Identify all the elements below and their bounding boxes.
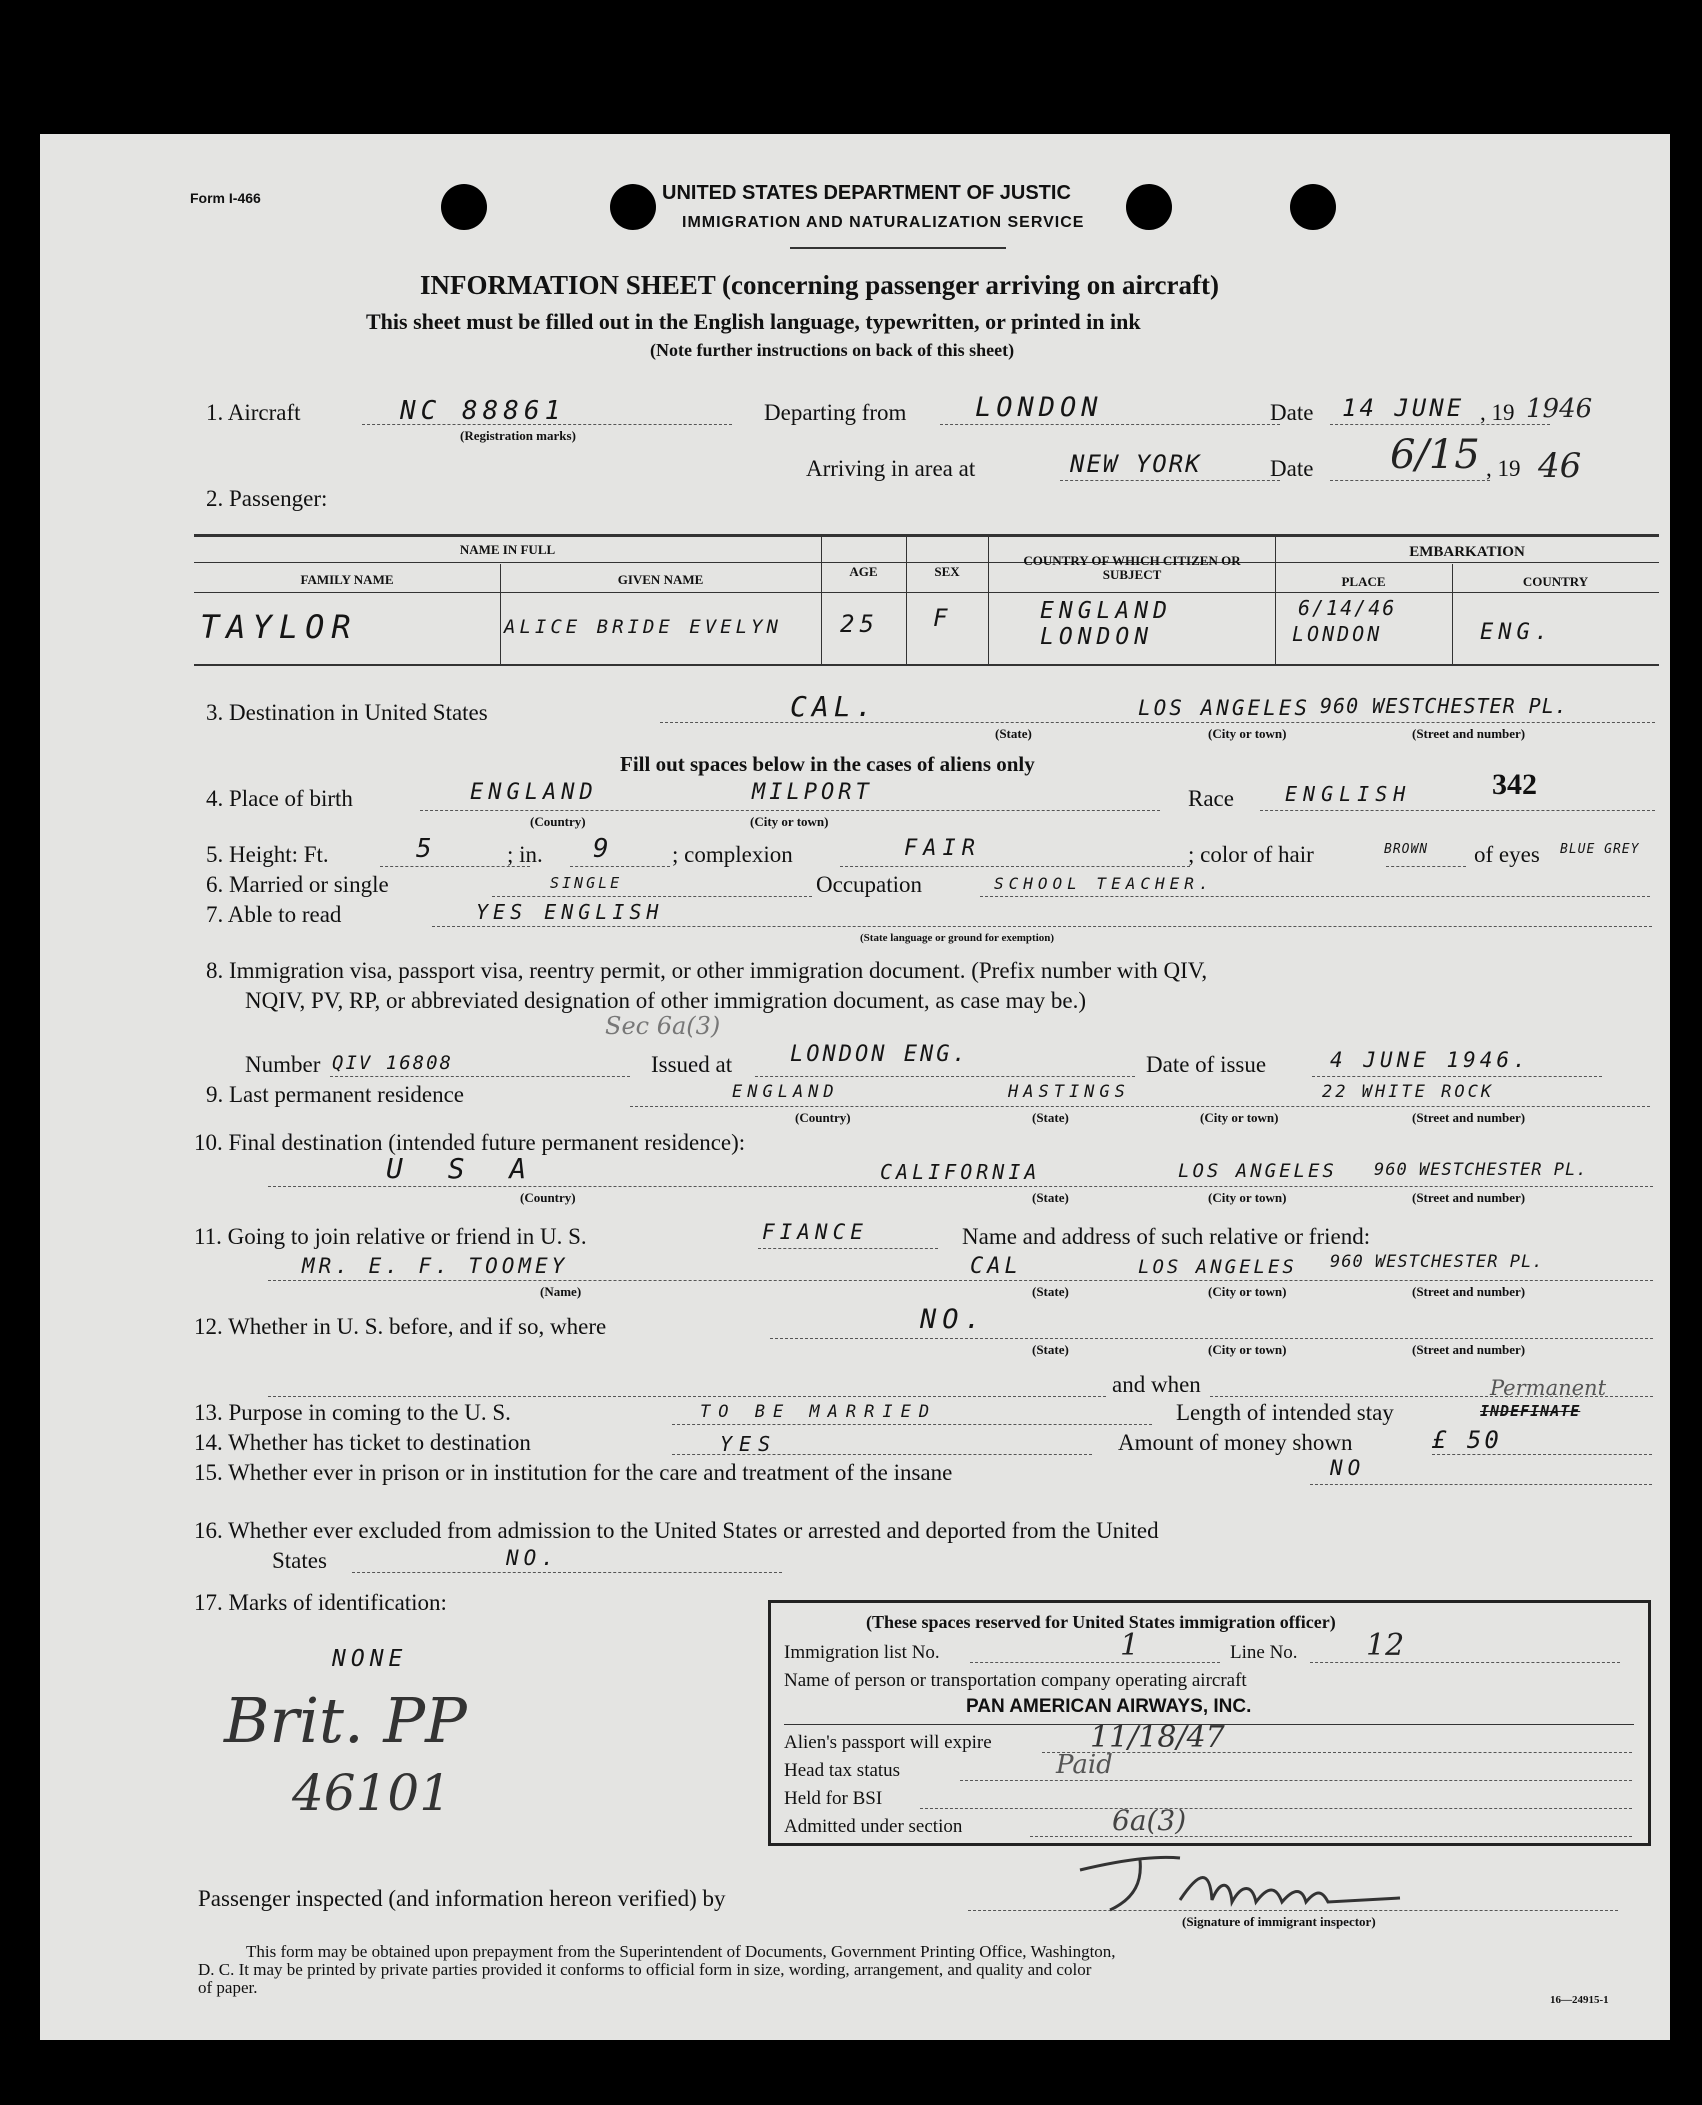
- headtax-value: Paid: [1056, 1750, 1113, 1780]
- footer-line3: of paper.: [198, 1978, 258, 1997]
- departing-label: Departing from: [764, 400, 907, 425]
- visa-number-line: [330, 1076, 630, 1077]
- aircraft-label: 1. Aircraft: [206, 400, 301, 425]
- caption-name: (Name): [540, 1284, 582, 1299]
- marital-line: [492, 896, 812, 897]
- caption-street: (Street and number): [1412, 726, 1526, 741]
- stay-value: Permanent: [1490, 1376, 1607, 1400]
- expire-label: Alien's passport will expire: [784, 1732, 992, 1753]
- prison-label: 15. Whether ever in prison or in institution for the care and treatment of the insane: [194, 1460, 953, 1485]
- relation-value: FIANCE: [762, 1220, 868, 1244]
- visa-text-line1: 8. Immigration visa, passport visa, reentry permit, or other immigration document. (Prefix number with QIV,: [206, 958, 1208, 983]
- aliens-note: Fill out spaces below in the cases of aliens only: [620, 752, 1035, 776]
- sex-value: F: [933, 604, 953, 632]
- read-label: 7. Able to read: [206, 902, 342, 927]
- punch-hole: [1290, 184, 1336, 230]
- caption-city: (City or town): [1208, 1284, 1287, 1299]
- passport-number-note: 46101: [292, 1764, 452, 1822]
- arriving-line: [1060, 480, 1280, 481]
- residence-label: 9. Last permanent residence: [206, 1082, 464, 1107]
- issue-date-line: [1312, 1076, 1602, 1077]
- final-city: LOS ANGELES: [1178, 1160, 1337, 1182]
- date-line: [1330, 424, 1550, 425]
- aircraft-value: NC 88861: [400, 396, 566, 426]
- birthplace-line: [420, 810, 1160, 811]
- final-destination-line: [268, 1186, 1653, 1187]
- relative-state: CAL: [970, 1254, 1022, 1279]
- line-number-label: Line No.: [1230, 1642, 1298, 1663]
- issued-label: Issued at: [651, 1052, 733, 1077]
- race-label: Race: [1188, 786, 1234, 811]
- caption-state: (State): [1032, 1284, 1069, 1299]
- caption-country: (Country): [530, 814, 586, 829]
- section-note: Sec 6a(3): [605, 1012, 721, 1040]
- final-street: 960 WESTCHESTER PL.: [1374, 1160, 1588, 1180]
- destination-state: CAL.: [790, 690, 878, 723]
- birthplace-label: 4. Place of birth: [206, 786, 353, 811]
- caption-city: (City or town): [1200, 1110, 1279, 1125]
- arrival-date-label: Date: [1270, 456, 1314, 481]
- passport-note: Brit. PP: [224, 1684, 467, 1757]
- marital-label: 6. Married or single: [206, 872, 389, 897]
- relative-city: LOS ANGELES: [1138, 1256, 1297, 1278]
- line-number-value: 12: [1366, 1628, 1405, 1663]
- operator-label: Name of person or transportation company operating aircraft: [784, 1670, 1247, 1691]
- embark-place-value: LONDON: [1292, 622, 1383, 646]
- arriving-value: NEW YORK: [1070, 450, 1202, 478]
- table-divider: [988, 536, 989, 664]
- header-country: COUNTRY: [1522, 574, 1589, 589]
- arrival-date: 6/15: [1390, 432, 1480, 478]
- destination-label: 3. Destination in United States: [206, 700, 488, 725]
- age-value: 25: [840, 610, 879, 638]
- embark-date-value: 6/14/46: [1298, 596, 1397, 620]
- eyes-label: of eyes: [1474, 842, 1540, 867]
- height-in-line: [570, 866, 670, 867]
- destination-street: 960 WESTCHESTER PL.: [1320, 694, 1568, 718]
- residence-line: [630, 1106, 1650, 1107]
- caption-country: (Country): [795, 1110, 851, 1125]
- caption-street: (Street and number): [1412, 1342, 1526, 1357]
- read-line: [432, 926, 1652, 927]
- when-label: and when: [1112, 1372, 1201, 1397]
- stay-label: Length of intended stay: [1176, 1400, 1394, 1425]
- purpose-line: [672, 1424, 1152, 1425]
- hair-line: [1386, 866, 1466, 867]
- citizen-country-value: ENGLAND: [1040, 598, 1172, 624]
- money-line: [1432, 1454, 1652, 1455]
- arrival-year: 46: [1538, 446, 1582, 486]
- family-name-value: TAYLOR: [200, 608, 358, 646]
- relative-name: MR. E. F. TOOMEY: [302, 1254, 569, 1278]
- occupation-line: [980, 896, 1650, 897]
- form-subtitle: This sheet must be filled out in the English language, typewritten, or printed in ink: [366, 309, 1141, 334]
- purpose-value: TO BE MARRIED: [700, 1402, 938, 1422]
- residence-country: ENGLAND: [732, 1082, 839, 1102]
- visa-number-value: QIV 16808: [332, 1052, 453, 1074]
- issued-value: LONDON ENG.: [790, 1042, 969, 1067]
- year-prefix: , 19: [1480, 400, 1515, 425]
- citizen-city-value: LONDON: [1040, 624, 1154, 650]
- given-name-value: ALICE BRIDE EVELYN: [504, 616, 782, 638]
- inspected-label: Passenger inspected (and information hereon verified) by: [198, 1886, 726, 1911]
- inspector-signature: [1070, 1840, 1450, 1918]
- service-heading: IMMIGRATION AND NATURALIZATION SERVICE: [682, 214, 1085, 231]
- excluded-text-line1: 16. Whether ever excluded from admission to the United States or arrested and deported from the United: [194, 1518, 1159, 1543]
- table-divider: [821, 536, 822, 664]
- caption-state: (State): [1032, 1190, 1069, 1205]
- form-number: Form I-466: [190, 190, 261, 206]
- excluded-text-line2: States: [272, 1548, 327, 1573]
- money-label: Amount of money shown: [1118, 1430, 1353, 1455]
- residence-state: HASTINGS: [1008, 1082, 1130, 1102]
- stay-struck-value: INDEFINATE: [1480, 1402, 1581, 1420]
- header-place: PLACE: [1341, 574, 1386, 589]
- occupation-label: Occupation: [816, 872, 923, 897]
- final-state: CALIFORNIA: [880, 1160, 1041, 1184]
- race-code: 342: [1492, 768, 1537, 801]
- visa-text-line2: NQIV, PV, RP, or abbreviated designation of other immigration document, as case may be.): [245, 988, 1087, 1013]
- complexion-line: [840, 866, 1190, 867]
- read-value: YES ENGLISH: [476, 900, 664, 924]
- complexion-label: ; complexion: [672, 842, 793, 867]
- prison-value: NO: [1330, 1456, 1366, 1480]
- excluded-line: [352, 1572, 782, 1573]
- height-label: 5. Height: Ft.: [206, 842, 329, 867]
- department-heading: UNITED STATES DEPARTMENT OF JUSTIC: [662, 182, 1071, 204]
- header-age: AGE: [849, 564, 878, 579]
- complexion-value: FAIR: [904, 836, 981, 861]
- table-head-rule: [194, 592, 1659, 593]
- issued-line: [755, 1076, 1135, 1077]
- caption-city: (City or town): [750, 814, 829, 829]
- destination-city: LOS ANGELES: [1138, 696, 1311, 720]
- signature-caption: (Signature of immigrant inspector): [1182, 1914, 1376, 1929]
- when-prefix-line: [268, 1396, 1106, 1397]
- join-relative-label: 11. Going to join relative or friend in U. S.: [194, 1224, 587, 1249]
- relative-street: 960 WESTCHESTER PL.: [1330, 1252, 1544, 1272]
- caption-country: (Country): [520, 1190, 576, 1205]
- hair-label: ; color of hair: [1188, 842, 1314, 867]
- header-sex: SEX: [934, 564, 960, 579]
- officer-box-title: (These spaces reserved for United States immigration officer): [866, 1612, 1336, 1632]
- departing-line: [940, 424, 1280, 425]
- table-bottom-rule: [194, 664, 1659, 666]
- birth-country: ENGLAND: [470, 780, 598, 805]
- registration-caption: (Registration marks): [460, 428, 576, 443]
- heading-rule: [790, 247, 1006, 249]
- headtax-line: [960, 1780, 1632, 1781]
- punch-hole: [1126, 184, 1172, 230]
- line-number-line: [1310, 1662, 1620, 1663]
- section-value: 6a(3): [1112, 1804, 1187, 1837]
- departure-date: 14 JUNE: [1342, 394, 1465, 422]
- header-given-name: GIVEN NAME: [617, 572, 704, 587]
- caption-street: (Street and number): [1412, 1284, 1526, 1299]
- eyes-value: BLUE GREY: [1560, 842, 1640, 857]
- issue-date-value: 4 JUNE 1946.: [1330, 1048, 1530, 1072]
- caption-city: (City or town): [1208, 1342, 1287, 1357]
- caption-street: (Street and number): [1412, 1110, 1526, 1125]
- caption-state: (State): [995, 726, 1032, 741]
- caption-state: (State): [1032, 1110, 1069, 1125]
- form-title: INFORMATION SHEET (concerning passenger arriving on aircraft): [420, 270, 1219, 300]
- header-embarkation: EMBARKATION: [1409, 544, 1525, 560]
- headtax-label: Head tax status: [784, 1760, 901, 1781]
- header-citizenship: COUNTRY OF WHICH CITIZEN OR SUBJECT: [1023, 553, 1241, 582]
- caption-city: (City or town): [1208, 1190, 1287, 1205]
- hair-value: BROWN: [1384, 842, 1429, 857]
- passenger-label: 2. Passenger:: [206, 486, 328, 511]
- expire-value: 11/18/47: [1090, 1720, 1225, 1755]
- final-country: U S A: [386, 1152, 541, 1185]
- table-divider: [906, 536, 907, 664]
- arrival-date-line: [1330, 480, 1490, 481]
- caption-street: (Street and number): [1412, 1190, 1526, 1205]
- departure-year: 1946: [1526, 394, 1593, 424]
- occupation-value: SCHOOL TEACHER.: [994, 874, 1214, 893]
- height-feet: 5: [416, 834, 437, 864]
- footer-line1: This form may be obtained upon prepayment from the Superintendent of Documents, Government Printing Office, Washington,: [246, 1942, 1116, 1961]
- read-caption: (State language or ground for exemption): [860, 932, 1055, 944]
- residence-street: 22 WHITE ROCK: [1322, 1082, 1495, 1102]
- excluded-value: NO.: [506, 1546, 559, 1570]
- ticket-label: 14. Whether has ticket to destination: [194, 1430, 531, 1455]
- footer-line2: D. C. It may be printed by private parties provided it conforms to official form in size, wording, arrangement, and quality and color: [198, 1960, 1092, 1979]
- section-label: Admitted under section: [784, 1816, 963, 1837]
- list-number-line: [970, 1662, 1220, 1663]
- bsi-label: Held for BSI: [784, 1788, 883, 1809]
- purpose-label: 13. Purpose in coming to the U. S.: [194, 1400, 511, 1425]
- ticket-value: YES: [720, 1432, 778, 1456]
- race-value: ENGLISH: [1285, 782, 1412, 806]
- relative-line: [268, 1280, 1653, 1281]
- relation-line: [758, 1248, 938, 1249]
- header-family-name: FAMILY NAME: [300, 572, 394, 587]
- footer-code: 16—24915-1: [1550, 1994, 1609, 2006]
- form-note: (Note further instructions on back of this sheet): [650, 340, 1015, 360]
- issue-date-label: Date of issue: [1146, 1052, 1267, 1077]
- caption-city: (City or town): [1208, 726, 1287, 741]
- identification-label: 17. Marks of identification:: [194, 1590, 447, 1615]
- relative-name-label: Name and address of such relative or friend:: [962, 1224, 1371, 1249]
- table-top-rule: [194, 534, 1659, 537]
- race-line: [1260, 810, 1655, 811]
- prison-line: [1310, 1484, 1652, 1485]
- punch-hole: [441, 184, 487, 230]
- identification-value: NONE: [332, 1646, 408, 1672]
- bsi-line: [920, 1808, 1632, 1809]
- form-page: [40, 134, 1670, 2040]
- visa-number-label: Number: [245, 1052, 321, 1077]
- punch-hole: [610, 184, 656, 230]
- list-number-label: Immigration list No.: [784, 1642, 940, 1663]
- inches-label: ; in.: [507, 842, 543, 867]
- previous-stay-label: 12. Whether in U. S. before, and if so, where: [194, 1314, 607, 1339]
- birth-city: MILPORT: [752, 780, 873, 805]
- marital-value: SINGLE: [550, 874, 623, 892]
- year-prefix: , 19: [1486, 456, 1521, 481]
- embark-country-value: ENG.: [1480, 620, 1553, 645]
- date-label: Date: [1270, 400, 1314, 425]
- list-number-value: 1: [1120, 1628, 1140, 1663]
- header-name-in-full: NAME IN FULL: [459, 542, 556, 557]
- money-value: £ 50: [1432, 1426, 1502, 1454]
- height-inches: 9: [593, 834, 614, 864]
- arriving-label: Arriving in area at: [806, 456, 976, 481]
- previous-stay-line: [770, 1338, 1653, 1339]
- caption-state: (State): [1032, 1342, 1069, 1357]
- final-destination-label: 10. Final destination (intended future permanent residence):: [194, 1130, 746, 1155]
- departing-value: LONDON: [975, 392, 1103, 423]
- table-sub-rule: [194, 562, 1659, 563]
- previous-stay-value: NO.: [920, 1304, 987, 1335]
- operator-value: PAN AMERICAN AIRWAYS, INC.: [966, 1696, 1252, 1717]
